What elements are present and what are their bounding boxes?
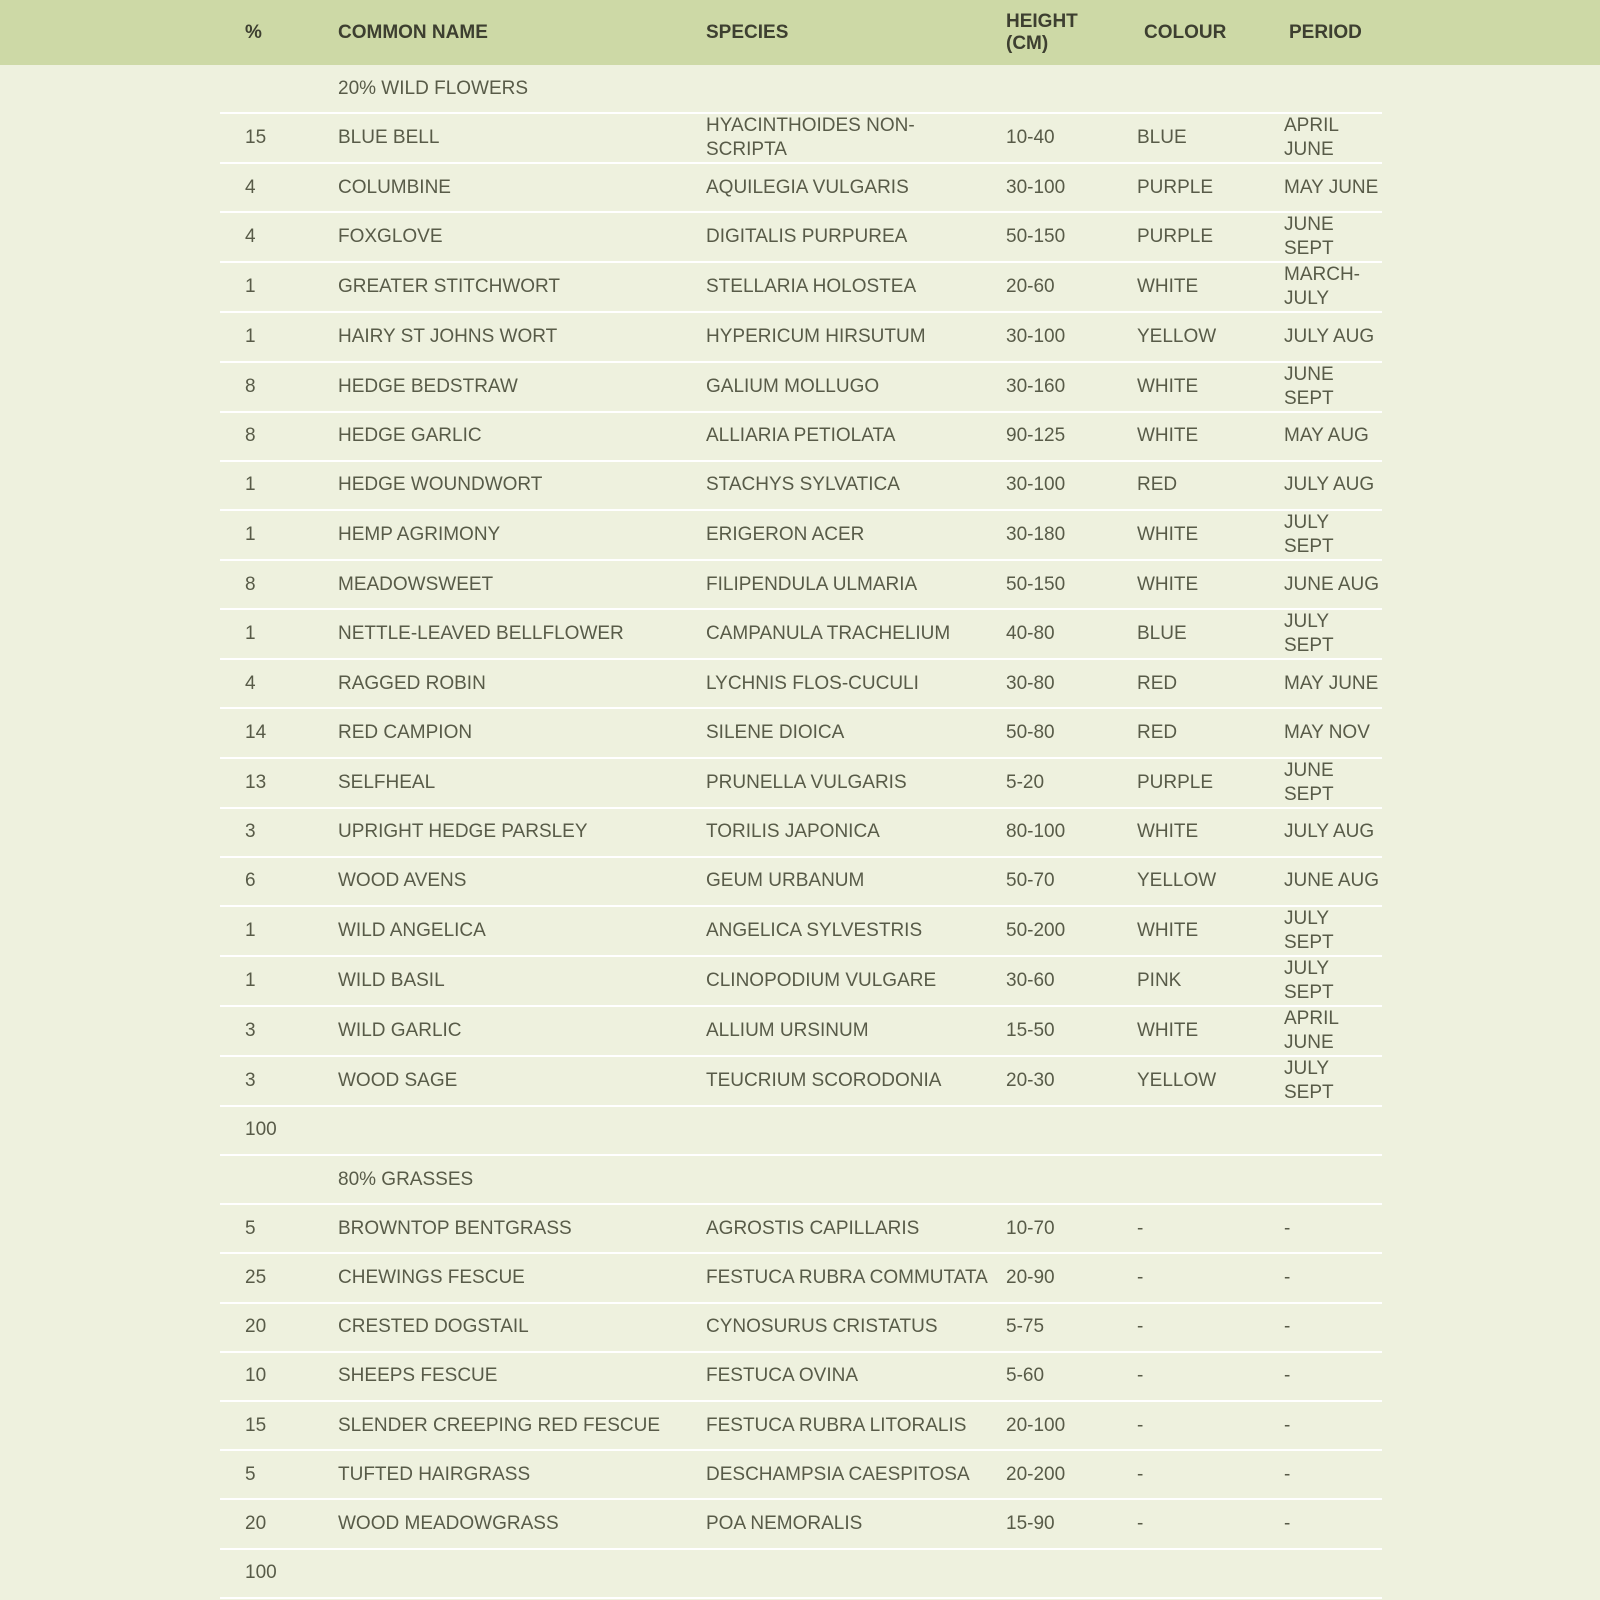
cell-species: FESTUCA RUBRA COMMUTATA: [687, 1253, 994, 1302]
cell-height: 30-60: [994, 956, 1119, 1006]
cell-period: MAY AUG: [1264, 412, 1382, 461]
table-row: [220, 857, 1382, 906]
cell-percent: 14: [220, 708, 313, 757]
table-row: [220, 609, 1382, 659]
cell-period: -: [1264, 1303, 1382, 1352]
cell-colour: YELLOW: [1119, 1056, 1264, 1106]
cell-common-name: UPRIGHT HEDGE PARSLEY: [313, 808, 687, 857]
cell-percent: 8: [220, 362, 313, 412]
cell-period: -: [1264, 1401, 1382, 1450]
cell-colour: PURPLE: [1119, 758, 1264, 808]
cell-period: JULY AUG: [1264, 808, 1382, 857]
total-percent: 100: [220, 1106, 313, 1155]
total-percent: 100: [220, 1549, 313, 1598]
cell-period: JULY SEPT: [1264, 609, 1382, 659]
cell-colour: WHITE: [1119, 808, 1264, 857]
cell-percent: 6: [220, 857, 313, 906]
cell-height: 10-70: [994, 1204, 1119, 1253]
cell-species: PRUNELLA VULGARIS: [687, 758, 994, 808]
cell-height: 20-60: [994, 262, 1119, 312]
section-label: 80% GRASSES: [313, 1155, 1382, 1204]
cell-colour: YELLOW: [1119, 312, 1264, 361]
cell-height: 50-70: [994, 857, 1119, 906]
cell-common-name: COLUMBINE: [313, 163, 687, 212]
cell-species: CYNOSURUS CRISTATUS: [687, 1303, 994, 1352]
cell-period: JULY SEPT: [1264, 510, 1382, 560]
cell-colour: WHITE: [1119, 906, 1264, 956]
cell-species: ANGELICA SYLVESTRIS: [687, 906, 994, 956]
table-row: [220, 906, 1382, 956]
cell-species: ALLIARIA PETIOLATA: [687, 412, 994, 461]
cell-common-name: TUFTED HAIRGRASS: [313, 1450, 687, 1499]
cell-height: 90-125: [994, 412, 1119, 461]
cell-common-name: WOOD SAGE: [313, 1056, 687, 1106]
cell-period: APRIL JUNE: [1264, 1006, 1382, 1056]
cell-height: 50-80: [994, 708, 1119, 757]
cell-common-name: BLUE BELL: [313, 113, 687, 163]
table-row: [220, 163, 1382, 212]
cell-colour: -: [1119, 1499, 1264, 1548]
cell-species: CAMPANULA TRACHELIUM: [687, 609, 994, 659]
cell-species: LYCHNIS FLOS-CUCULI: [687, 659, 994, 708]
cell-common-name: GREATER STITCHWORT: [313, 262, 687, 312]
cell-colour: -: [1119, 1253, 1264, 1302]
cell-height: 50-200: [994, 906, 1119, 956]
cell-common-name: SHEEPS FESCUE: [313, 1352, 687, 1401]
cell-height: 10-40: [994, 113, 1119, 163]
cell-common-name: HEDGE BEDSTRAW: [313, 362, 687, 412]
cell-common-name: WILD BASIL: [313, 956, 687, 1006]
header-percent: %: [245, 21, 262, 43]
cell-species: AGROSTIS CAPILLARIS: [687, 1204, 994, 1253]
cell-percent: 3: [220, 1006, 313, 1056]
cell-percent: 4: [220, 163, 313, 212]
cell-species: TEUCRIUM SCORODONIA: [687, 1056, 994, 1106]
cell-percent: 4: [220, 212, 313, 262]
cell-species: GEUM URBANUM: [687, 857, 994, 906]
cell-percent: 1: [220, 312, 313, 361]
seed-mix-table-container: [220, 0, 1382, 1599]
cell-percent: 15: [220, 1401, 313, 1450]
cell-period: -: [1264, 1499, 1382, 1548]
cell-colour: WHITE: [1119, 560, 1264, 609]
table-row: [220, 1401, 1382, 1450]
cell-common-name: BROWNTOP BENTGRASS: [313, 1204, 687, 1253]
cell-height: 80-100: [994, 808, 1119, 857]
table-row: [220, 560, 1382, 609]
cell-colour: PURPLE: [1119, 163, 1264, 212]
cell-common-name: RED CAMPION: [313, 708, 687, 757]
table-row: [220, 1499, 1382, 1548]
table-row: [220, 1006, 1382, 1056]
cell-percent: 13: [220, 758, 313, 808]
section-label: 20% WILD FLOWERS: [313, 65, 1382, 113]
cell-common-name: RAGGED ROBIN: [313, 659, 687, 708]
cell-species: HYACINTHOIDES NON-SCRIPTA: [687, 113, 994, 163]
cell-height: 50-150: [994, 212, 1119, 262]
cell-height: 50-150: [994, 560, 1119, 609]
cell-colour: PURPLE: [1119, 212, 1264, 262]
cell-height: 20-200: [994, 1450, 1119, 1499]
section-row-wildflowers: [220, 65, 1382, 113]
cell-percent: 1: [220, 461, 313, 510]
header-period: PERIOD: [1289, 21, 1362, 43]
cell-period: JULY SEPT: [1264, 1056, 1382, 1106]
table-row: [220, 412, 1382, 461]
cell-species: CLINOPODIUM VULGARE: [687, 956, 994, 1006]
cell-common-name: WOOD MEADOWGRASS: [313, 1499, 687, 1548]
cell-height: 30-180: [994, 510, 1119, 560]
cell-colour: -: [1119, 1450, 1264, 1499]
cell-common-name: SLENDER CREEPING RED FESCUE: [313, 1401, 687, 1450]
cell-colour: BLUE: [1119, 609, 1264, 659]
cell-percent: 8: [220, 560, 313, 609]
cell-species: STELLARIA HOLOSTEA: [687, 262, 994, 312]
cell-colour: RED: [1119, 659, 1264, 708]
table-row: [220, 1303, 1382, 1352]
cell-colour: BLUE: [1119, 113, 1264, 163]
table-row: [220, 1253, 1382, 1302]
cell-colour: YELLOW: [1119, 857, 1264, 906]
cell-colour: RED: [1119, 708, 1264, 757]
cell-period: JUNE AUG: [1264, 857, 1382, 906]
cell-colour: WHITE: [1119, 362, 1264, 412]
cell-percent: 5: [220, 1204, 313, 1253]
cell-period: MAY JUNE: [1264, 659, 1382, 708]
cell-colour: -: [1119, 1401, 1264, 1450]
table-row: [220, 510, 1382, 560]
cell-period: -: [1264, 1352, 1382, 1401]
cell-colour: -: [1119, 1303, 1264, 1352]
cell-colour: -: [1119, 1352, 1264, 1401]
cell-period: APRIL JUNE: [1264, 113, 1382, 163]
total-row-grasses: [220, 1549, 1382, 1598]
cell-percent: 25: [220, 1253, 313, 1302]
cell-percent: 4: [220, 659, 313, 708]
table-row: [220, 1450, 1382, 1499]
cell-period: MAY JUNE: [1264, 163, 1382, 212]
cell-height: 30-160: [994, 362, 1119, 412]
cell-species: ERIGERON ACER: [687, 510, 994, 560]
cell-height: 15-90: [994, 1499, 1119, 1548]
cell-colour: RED: [1119, 461, 1264, 510]
header-row: [220, 0, 1382, 65]
cell-height: 5-60: [994, 1352, 1119, 1401]
table-row: [220, 758, 1382, 808]
cell-species: HYPERICUM HIRSUTUM: [687, 312, 994, 361]
table-row: [220, 262, 1382, 312]
cell-percent: 8: [220, 412, 313, 461]
table-row: [220, 212, 1382, 262]
table-row: [220, 113, 1382, 163]
table-row: [220, 808, 1382, 857]
table-header: [220, 0, 1382, 65]
cell-period: JULY AUG: [1264, 312, 1382, 361]
cell-period: MAY NOV: [1264, 708, 1382, 757]
cell-period: JUNE AUG: [1264, 560, 1382, 609]
cell-height: 20-90: [994, 1253, 1119, 1302]
cell-colour: WHITE: [1119, 412, 1264, 461]
cell-period: -: [1264, 1204, 1382, 1253]
header-colour: COLOUR: [1144, 21, 1227, 43]
cell-species: TORILIS JAPONICA: [687, 808, 994, 857]
cell-colour: WHITE: [1119, 510, 1264, 560]
cell-period: JUNE SEPT: [1264, 758, 1382, 808]
total-empty-cell: [313, 1549, 1382, 1598]
table-row: [220, 659, 1382, 708]
cell-period: JULY SEPT: [1264, 906, 1382, 956]
cell-period: MARCH-JULY: [1264, 262, 1382, 312]
cell-common-name: CRESTED DOGSTAIL: [313, 1303, 687, 1352]
table-row: [220, 1056, 1382, 1106]
cell-height: 20-30: [994, 1056, 1119, 1106]
cell-height: 40-80: [994, 609, 1119, 659]
cell-percent: 1: [220, 262, 313, 312]
cell-common-name: CHEWINGS FESCUE: [313, 1253, 687, 1302]
cell-common-name: SELFHEAL: [313, 758, 687, 808]
cell-percent: 3: [220, 808, 313, 857]
cell-percent: 1: [220, 609, 313, 659]
cell-percent: 10: [220, 1352, 313, 1401]
cell-percent: 15: [220, 113, 313, 163]
cell-species: STACHYS SYLVATICA: [687, 461, 994, 510]
table-row: [220, 708, 1382, 757]
cell-percent: 20: [220, 1303, 313, 1352]
cell-colour: -: [1119, 1204, 1264, 1253]
cell-height: 15-50: [994, 1006, 1119, 1056]
section-empty-cell: [220, 65, 313, 113]
table-row: [220, 461, 1382, 510]
cell-height: 30-100: [994, 312, 1119, 361]
cell-common-name: WILD ANGELICA: [313, 906, 687, 956]
cell-common-name: FOXGLOVE: [313, 212, 687, 262]
cell-height: 30-100: [994, 461, 1119, 510]
table-row: [220, 362, 1382, 412]
table-row: [220, 1204, 1382, 1253]
section-empty-cell: [220, 1155, 313, 1204]
total-empty-cell: [313, 1106, 1382, 1155]
cell-common-name: HEMP AGRIMONY: [313, 510, 687, 560]
cell-species: DIGITALIS PURPUREA: [687, 212, 994, 262]
cell-species: AQUILEGIA VULGARIS: [687, 163, 994, 212]
cell-common-name: MEADOWSWEET: [313, 560, 687, 609]
table-row: [220, 1352, 1382, 1401]
cell-species: FILIPENDULA ULMARIA: [687, 560, 994, 609]
cell-height: 5-20: [994, 758, 1119, 808]
cell-species: POA NEMORALIS: [687, 1499, 994, 1548]
cell-period: JULY AUG: [1264, 461, 1382, 510]
cell-colour: WHITE: [1119, 1006, 1264, 1056]
cell-common-name: HEDGE GARLIC: [313, 412, 687, 461]
cell-species: ALLIUM URSINUM: [687, 1006, 994, 1056]
cell-common-name: HEDGE WOUNDWORT: [313, 461, 687, 510]
cell-percent: 3: [220, 1056, 313, 1106]
header-common-name: COMMON NAME: [338, 21, 488, 43]
cell-percent: 5: [220, 1450, 313, 1499]
cell-period: -: [1264, 1253, 1382, 1302]
cell-species: GALIUM MOLLUGO: [687, 362, 994, 412]
cell-height: 30-80: [994, 659, 1119, 708]
cell-common-name: WILD GARLIC: [313, 1006, 687, 1056]
cell-percent: 1: [220, 906, 313, 956]
cell-height: 20-100: [994, 1401, 1119, 1450]
cell-period: -: [1264, 1450, 1382, 1499]
cell-period: JUNE SEPT: [1264, 212, 1382, 262]
cell-species: SILENE DIOICA: [687, 708, 994, 757]
header-species: SPECIES: [706, 21, 789, 43]
cell-species: DESCHAMPSIA CAESPITOSA: [687, 1450, 994, 1499]
cell-species: FESTUCA OVINA: [687, 1352, 994, 1401]
cell-period: JUNE SEPT: [1264, 362, 1382, 412]
header-height: HEIGHT (CM): [1006, 10, 1078, 54]
cell-colour: PINK: [1119, 956, 1264, 1006]
table-body: [220, 65, 1382, 1598]
section-row-grasses: [220, 1155, 1382, 1204]
table-row: [220, 956, 1382, 1006]
cell-period: JULY SEPT: [1264, 956, 1382, 1006]
seed-mix-table: [220, 0, 1382, 1599]
cell-height: 5-75: [994, 1303, 1119, 1352]
cell-common-name: NETTLE-LEAVED BELLFLOWER: [313, 609, 687, 659]
table-row: [220, 312, 1382, 361]
total-row-wildflowers: [220, 1106, 1382, 1155]
cell-percent: 1: [220, 956, 313, 1006]
cell-percent: 1: [220, 510, 313, 560]
cell-colour: WHITE: [1119, 262, 1264, 312]
cell-common-name: WOOD AVENS: [313, 857, 687, 906]
cell-species: FESTUCA RUBRA LITORALIS: [687, 1401, 994, 1450]
cell-percent: 20: [220, 1499, 313, 1548]
cell-height: 30-100: [994, 163, 1119, 212]
cell-common-name: HAIRY ST JOHNS WORT: [313, 312, 687, 361]
